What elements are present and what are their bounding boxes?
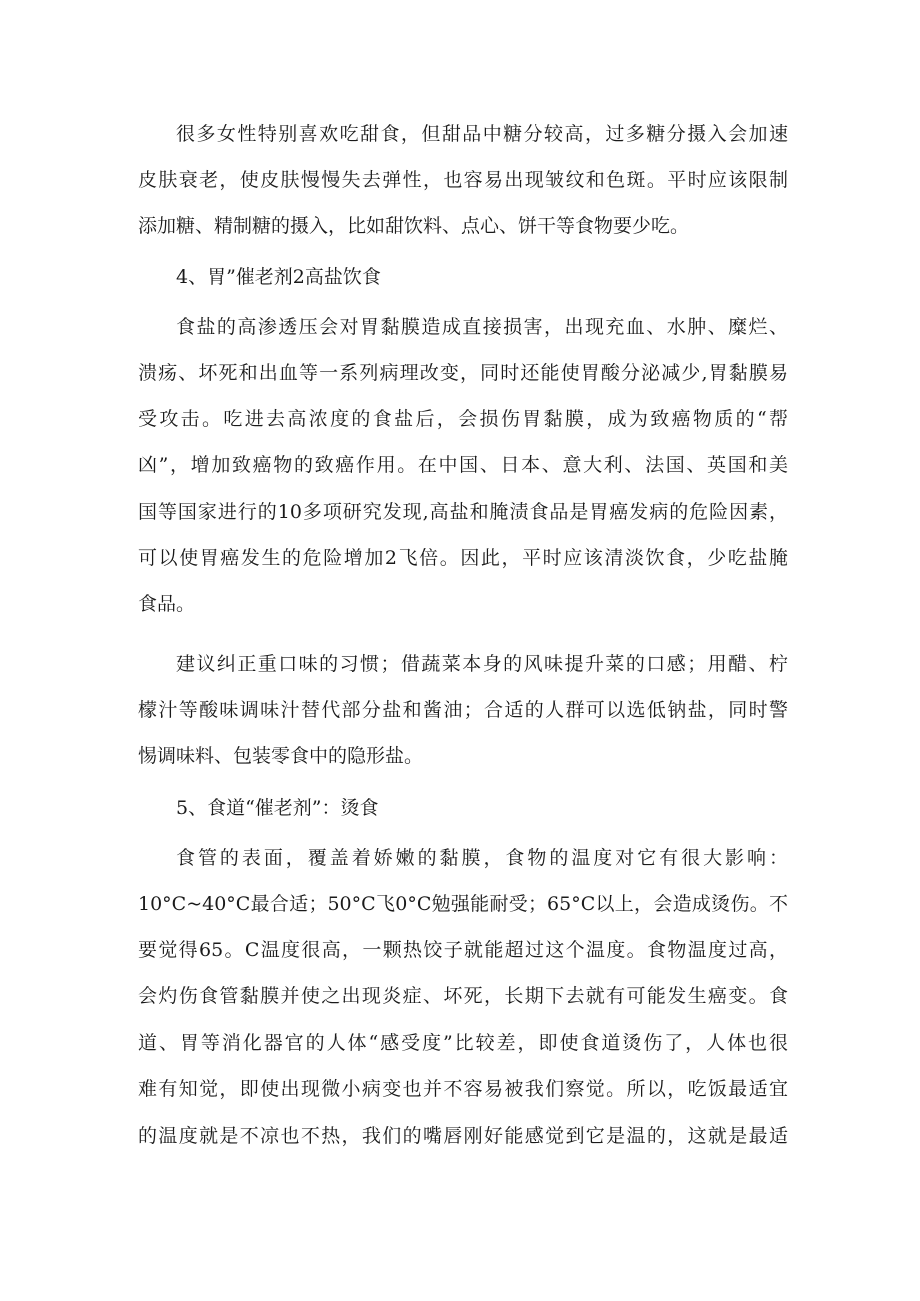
- paragraph-line: 食管的表面，覆盖着娇嫩的黏膜，食物的温度对它有很大影响：: [176, 847, 788, 869]
- paragraph-line: 凶”，增加致癌物的致癌作用。在中国、日本、意大利、法国、英国和美: [138, 454, 788, 476]
- paragraph-line: 会灼伤食管黏膜并使之出现炎症、坏死，长期下去就有可能发生癌变。食: [138, 985, 788, 1007]
- paragraph-line: 要觉得65。C温度很高，一颗热饺子就能超过这个温度。食物温度过高，: [138, 939, 788, 961]
- paragraph-line: 可以使胃癌发生的危险增加2飞倍。因此，平时应该清淡饮食，少吃盐腌: [138, 547, 788, 569]
- paragraph-line: 添加糖、精制糖的摄入，比如甜饮料、点心、饼干等食物要少吃。: [138, 215, 690, 237]
- paragraph-line: 惕调味料、包装零食中的隐形盐。: [138, 745, 424, 767]
- paragraph-line: 檬汁等酸味调味汁替代部分盐和酱油；合适的人群可以选低钠盐，同时警: [138, 699, 788, 721]
- paragraph-line: 受攻击。吃进去高浓度的食盐后，会损伤胃黏膜，成为致癌物质的“帮: [138, 408, 788, 430]
- paragraph-line: 很多女性特别喜欢吃甜食，但甜品中糖分较高，过多糖分摄入会加速: [176, 123, 788, 145]
- paragraph-line: 10°C~40°C最合适；50°C飞0°C勉强能耐受；65°C以上，会造成烫伤。不: [138, 893, 788, 915]
- paragraph-line: 食盐的高渗透压会对胃黏膜造成直接损害，出现充血、水肿、糜烂、: [176, 316, 788, 338]
- paragraph-line: 建议纠正重口味的习惯；借蔬菜本身的风味提升菜的口感；用醋、柠: [176, 653, 788, 675]
- paragraph-line: 食品。: [138, 593, 196, 615]
- paragraph-line: 的温度就是不凉也不热，我们的嘴唇刚好能感觉到它是温的，这就是最适: [138, 1125, 788, 1147]
- paragraph-line: 国等国家进行的10多项研究发现,高盐和腌渍食品是胃癌发病的危险因素，: [138, 501, 788, 523]
- paragraph-line: 道、胃等消化器官的人体“感受度”比较差，即使食道烫伤了，人体也很: [138, 1032, 788, 1054]
- section-heading: 4、胃”催老剂2高盐饮食: [176, 266, 381, 288]
- paragraph-line: 溃疡、坏死和出血等一系列病理改变，同时还能使胃酸分泌减少,胃黏膜易: [138, 362, 788, 384]
- paragraph-line: 难有知觉，即使出现微小病变也并不容易被我们察觉。所以，吃饭最适宜: [138, 1078, 788, 1100]
- section-heading: 5、食道“催老剂”：烫食: [176, 797, 379, 819]
- paragraph-line: 皮肤衰老，使皮肤慢慢失去弹性，也容易出现皱纹和色斑。平时应该限制: [138, 169, 788, 191]
